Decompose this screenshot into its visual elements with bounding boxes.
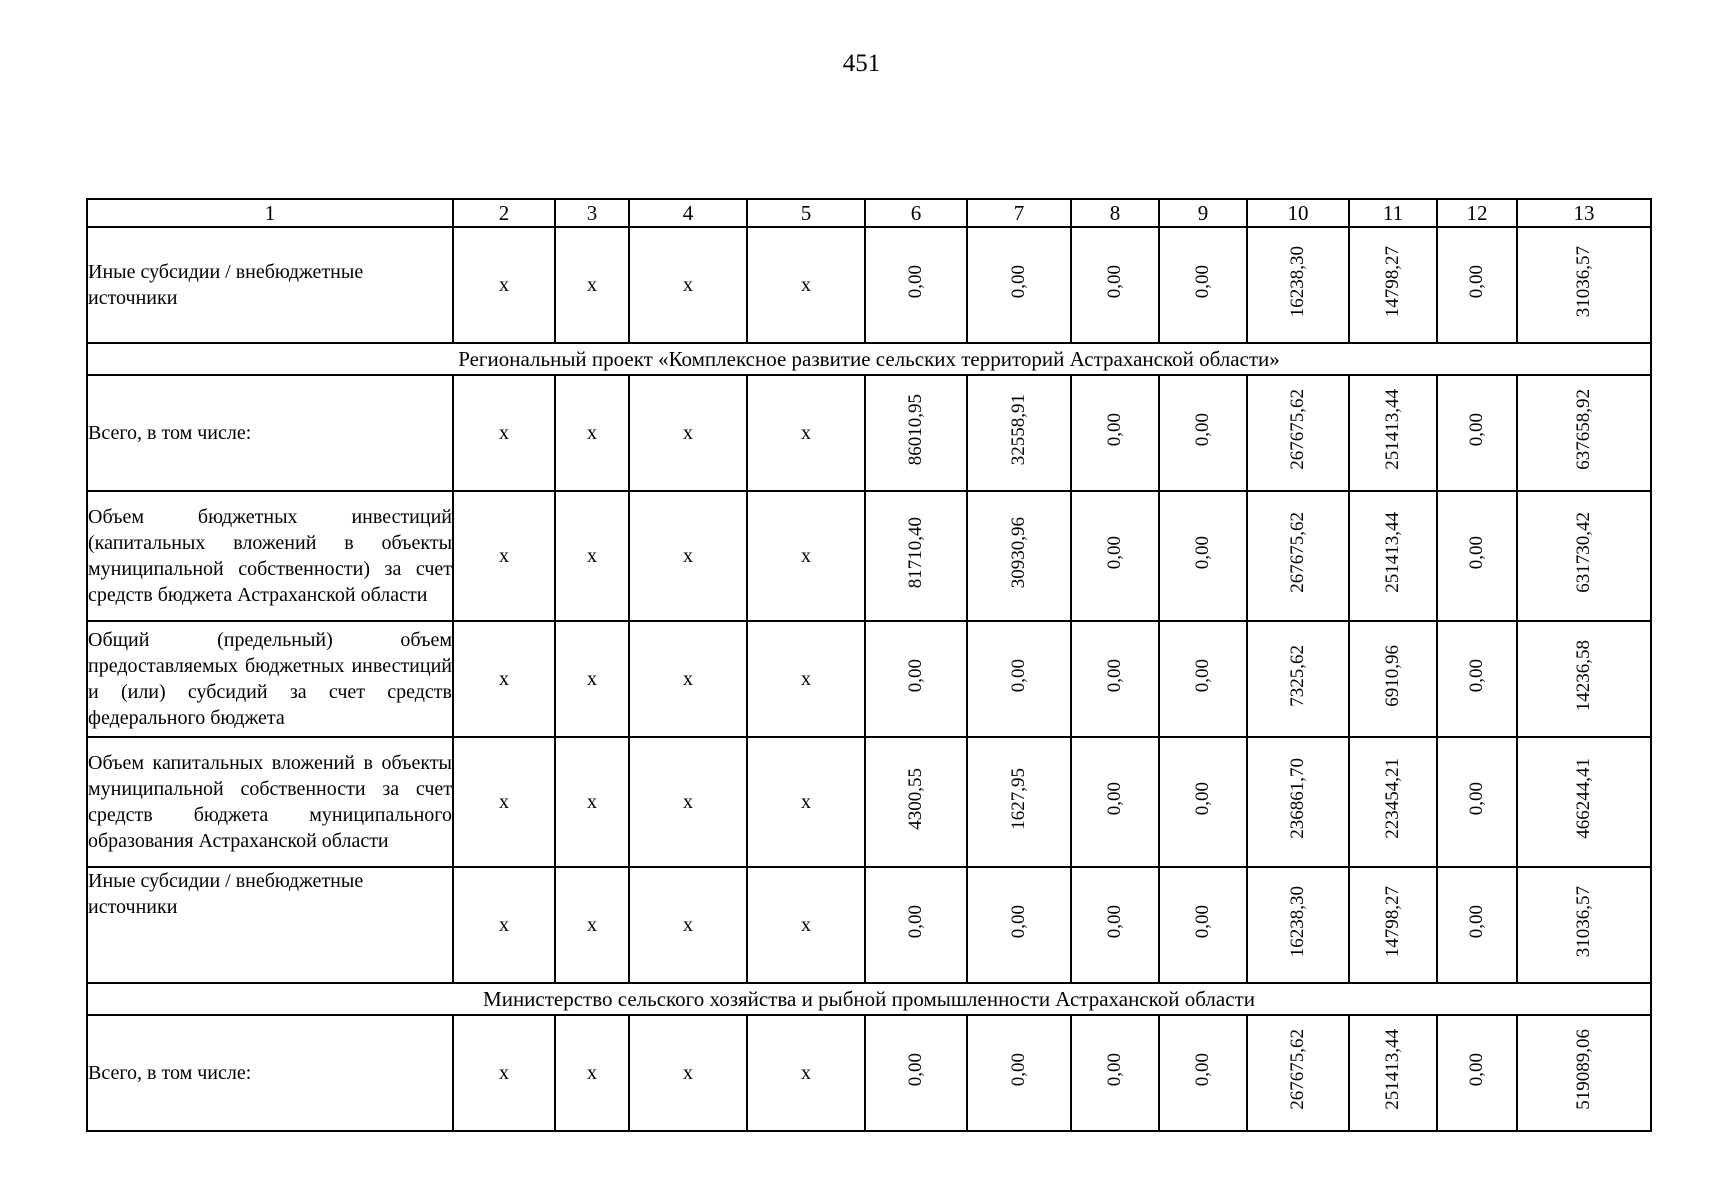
value-cell — [1517, 867, 1651, 983]
x-cell: х — [629, 375, 747, 491]
value-text: 0,00 — [1192, 1052, 1213, 1087]
value-text: 0,00 — [1104, 1052, 1125, 1087]
value-cell — [1159, 491, 1247, 621]
x-cell: х — [555, 491, 629, 621]
value-text: 0,00 — [1192, 535, 1213, 570]
value-cell — [967, 375, 1071, 491]
value-text: 6910,96 — [1382, 644, 1403, 707]
value-text: 0,00 — [1104, 412, 1125, 447]
row-label: Всего, в том числе: — [87, 375, 453, 491]
value-cell — [1517, 227, 1651, 343]
x-cell: х — [453, 621, 555, 737]
value-text: 519089,06 — [1573, 1029, 1594, 1110]
value-text: 0,00 — [1466, 264, 1487, 299]
value-cell — [1437, 491, 1517, 621]
value-text: 14236,58 — [1573, 639, 1594, 712]
column-number-cell: 6 — [865, 199, 967, 227]
x-cell: х — [629, 737, 747, 867]
x-cell: х — [555, 227, 629, 343]
value-text: 637658,92 — [1573, 389, 1594, 470]
x-cell: х — [629, 867, 747, 983]
value-cell — [865, 491, 967, 621]
table-row — [87, 1015, 1651, 1131]
table-body — [87, 199, 1651, 1131]
section-header-row — [87, 343, 1651, 375]
column-number-cell: 3 — [555, 199, 629, 227]
value-text: 81710,40 — [905, 516, 926, 589]
value-text: 7325,62 — [1287, 644, 1308, 707]
value-cell — [967, 737, 1071, 867]
column-number-cell: 11 — [1349, 199, 1437, 227]
column-number-cell: 12 — [1437, 199, 1517, 227]
value-text: 31036,57 — [1573, 245, 1594, 318]
value-cell — [1437, 227, 1517, 343]
value-cell — [1159, 1015, 1247, 1131]
value-cell — [1247, 621, 1349, 737]
section-header-row — [87, 983, 1651, 1015]
value-text: 32558,91 — [1008, 393, 1029, 466]
value-cell — [865, 867, 967, 983]
value-text: 14798,27 — [1382, 245, 1403, 318]
value-cell — [967, 227, 1071, 343]
x-cell: х — [629, 1015, 747, 1131]
budget-table — [86, 198, 1652, 1132]
column-number-cell: 13 — [1517, 199, 1651, 227]
value-cell — [1071, 867, 1159, 983]
value-cell — [1349, 867, 1437, 983]
value-cell — [1437, 621, 1517, 737]
value-text: 0,00 — [905, 658, 926, 693]
value-cell — [865, 375, 967, 491]
value-cell — [1071, 227, 1159, 343]
x-cell: х — [555, 621, 629, 737]
x-cell: х — [453, 867, 555, 983]
x-cell: х — [555, 1015, 629, 1131]
value-cell — [1349, 621, 1437, 737]
column-number-cell: 4 — [629, 199, 747, 227]
section-title: Министерство сельского хозяйства и рыбной промышленности Астраханской области — [87, 983, 1651, 1015]
table-row — [87, 737, 1651, 867]
value-text: 1627,95 — [1008, 767, 1029, 830]
value-text: 466244,41 — [1573, 758, 1594, 839]
row-label: Иные субсидии / внебюджетные источники — [87, 867, 453, 983]
value-cell — [1437, 1015, 1517, 1131]
value-text: 0,00 — [905, 904, 926, 939]
value-cell — [1159, 621, 1247, 737]
value-text: 0,00 — [905, 264, 926, 299]
value-text: 0,00 — [1466, 535, 1487, 570]
value-text: 16238,30 — [1287, 885, 1308, 958]
value-text: 0,00 — [1008, 904, 1029, 939]
value-cell — [967, 1015, 1071, 1131]
value-cell — [1349, 737, 1437, 867]
x-cell: х — [453, 1015, 555, 1131]
table-row — [87, 375, 1651, 491]
value-cell — [967, 621, 1071, 737]
value-cell — [1247, 737, 1349, 867]
value-cell — [967, 867, 1071, 983]
x-cell: х — [453, 227, 555, 343]
x-cell: х — [629, 621, 747, 737]
value-cell — [1159, 867, 1247, 983]
column-number-cell: 5 — [747, 199, 865, 227]
value-cell — [1517, 1015, 1651, 1131]
value-cell — [967, 491, 1071, 621]
value-cell — [1159, 375, 1247, 491]
x-cell: х — [555, 737, 629, 867]
value-text: 0,00 — [1104, 535, 1125, 570]
value-cell — [1517, 491, 1651, 621]
value-cell — [1071, 1015, 1159, 1131]
value-cell — [1517, 375, 1651, 491]
value-text: 0,00 — [1104, 781, 1125, 816]
table-row — [87, 227, 1651, 343]
x-cell: х — [555, 867, 629, 983]
page-number: 451 — [842, 50, 881, 77]
value-text: 0,00 — [1192, 781, 1213, 816]
x-cell: х — [555, 375, 629, 491]
value-text: 0,00 — [1104, 658, 1125, 693]
row-label: Иные субсидии / внебюджетные источники — [87, 227, 453, 343]
value-cell — [1247, 375, 1349, 491]
value-text: 0,00 — [1008, 264, 1029, 299]
row-label: Всего, в том числе: — [87, 1015, 453, 1131]
value-cell — [865, 227, 967, 343]
value-text: 223454,21 — [1382, 758, 1403, 839]
value-text: 0,00 — [1466, 1052, 1487, 1087]
value-text: 16238,30 — [1287, 245, 1308, 318]
value-text: 267675,62 — [1287, 1029, 1308, 1110]
value-text: 86010,95 — [905, 393, 926, 466]
x-cell: х — [453, 375, 555, 491]
value-cell — [1247, 227, 1349, 343]
table-row — [87, 491, 1651, 621]
row-label: Объем бюджетных инвестиций (капитальных вложений в объекты муниципальной собственности) за счет средств бюджета Астраханской области — [87, 491, 453, 621]
value-text: 631730,42 — [1573, 512, 1594, 593]
x-cell: х — [747, 737, 865, 867]
value-cell — [1517, 621, 1651, 737]
column-number-row — [87, 199, 1651, 227]
value-text: 0,00 — [1104, 264, 1125, 299]
value-text: 31036,57 — [1573, 885, 1594, 958]
value-text: 0,00 — [1466, 658, 1487, 693]
value-cell — [1247, 867, 1349, 983]
column-number-cell: 2 — [453, 199, 555, 227]
x-cell: х — [629, 227, 747, 343]
value-cell — [1071, 491, 1159, 621]
column-number-cell: 1 — [87, 199, 453, 227]
value-text: 14798,27 — [1382, 885, 1403, 958]
value-cell — [865, 737, 967, 867]
value-text: 0,00 — [1466, 412, 1487, 447]
table-row — [87, 867, 1651, 983]
table-row — [87, 621, 1651, 737]
value-cell — [1437, 737, 1517, 867]
value-text: 0,00 — [1466, 904, 1487, 939]
value-text: 0,00 — [1466, 781, 1487, 816]
value-text: 251413,44 — [1382, 389, 1403, 470]
x-cell: х — [747, 227, 865, 343]
x-cell: х — [747, 1015, 865, 1131]
value-cell — [865, 1015, 967, 1131]
x-cell: х — [453, 491, 555, 621]
value-text: 267675,62 — [1287, 389, 1308, 470]
x-cell: х — [747, 867, 865, 983]
column-number-cell: 8 — [1071, 199, 1159, 227]
column-number-cell: 9 — [1159, 199, 1247, 227]
value-cell — [1159, 227, 1247, 343]
value-text: 0,00 — [1104, 904, 1125, 939]
value-cell — [865, 621, 967, 737]
value-cell — [1071, 737, 1159, 867]
value-text: 0,00 — [1192, 264, 1213, 299]
value-cell — [1247, 1015, 1349, 1131]
value-text: 0,00 — [1008, 1052, 1029, 1087]
value-cell — [1349, 227, 1437, 343]
row-label: Общий (предельный) объем предоставляемых бюджетных инвестиций и (или) субсидий за счет средств федерального бюджета — [87, 621, 453, 737]
value-cell — [1349, 375, 1437, 491]
row-label: Объем капитальных вложений в объекты муниципальной собственности за счет средств бюджета муниципального образования Астраханской области — [87, 737, 453, 867]
value-cell — [1247, 491, 1349, 621]
value-cell — [1517, 737, 1651, 867]
value-text: 236861,70 — [1287, 758, 1308, 839]
value-text: 251413,44 — [1382, 512, 1403, 593]
value-text: 0,00 — [1192, 412, 1213, 447]
x-cell: х — [747, 621, 865, 737]
value-text: 0,00 — [905, 1052, 926, 1087]
value-text: 251413,44 — [1382, 1029, 1403, 1110]
x-cell: х — [747, 491, 865, 621]
value-text: 0,00 — [1008, 658, 1029, 693]
x-cell: х — [747, 375, 865, 491]
value-cell — [1349, 1015, 1437, 1131]
value-cell — [1071, 621, 1159, 737]
value-cell — [1437, 375, 1517, 491]
value-text: 0,00 — [1192, 658, 1213, 693]
value-text: 267675,62 — [1287, 512, 1308, 593]
value-cell — [1071, 375, 1159, 491]
value-cell — [1349, 491, 1437, 621]
value-text: 4300,55 — [905, 767, 926, 830]
x-cell: х — [629, 491, 747, 621]
value-text: 0,00 — [1192, 904, 1213, 939]
column-number-cell: 10 — [1247, 199, 1349, 227]
value-cell — [1437, 867, 1517, 983]
x-cell: х — [453, 737, 555, 867]
column-number-cell: 7 — [967, 199, 1071, 227]
section-title: Региональный проект «Комплексное развитие сельских территорий Астраханской области» — [87, 343, 1651, 375]
value-text: 30930,96 — [1008, 516, 1029, 589]
value-cell — [1159, 737, 1247, 867]
